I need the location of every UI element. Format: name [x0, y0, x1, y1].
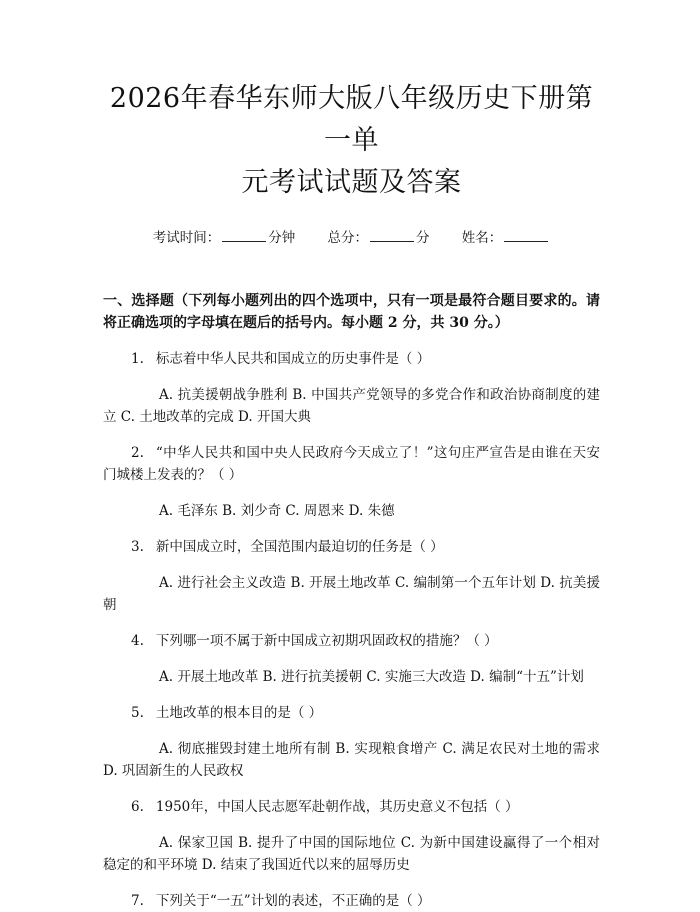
- section-header: 一、选择题（下列每小题列出的四个选项中，只有一项是最符合题目要求的。请将正确选项的字母填在题后的括号内。每小题 2 分，共 30 分。）: [103, 293, 600, 331]
- total-score-label: 总分：: [327, 230, 368, 246]
- question-6: [103, 796, 600, 818]
- question-2-options: A. 毛泽东 B. 刘少奇 C. 周恩来 D. 朱德: [159, 503, 395, 519]
- question-text: 下列哪一项不属于新中国成立初期巩固政权的措施？（ ）: [155, 633, 498, 649]
- question-number: 2.: [131, 445, 144, 461]
- exam-info: [103, 226, 600, 246]
- question-text: 标志着中华人民共和国成立的历史事件是（ ）: [155, 351, 431, 367]
- question-number: 3.: [131, 539, 144, 555]
- question-3: [103, 536, 600, 558]
- student-name-blank: [504, 229, 548, 242]
- total-score-blank: [370, 229, 414, 242]
- question-4-options: A. 开展土地改革 B. 进行抗美援朝 C. 实施三大改造 D. 编制“十五”计划: [159, 669, 584, 685]
- exam-title: [103, 78, 600, 204]
- total-score-field: [328, 226, 430, 246]
- exam-time-label: 考试时间：: [152, 230, 221, 246]
- question-number: 7.: [131, 893, 144, 909]
- question-4: [103, 630, 600, 652]
- question-text: 土地改革的根本目的是（ ）: [155, 705, 323, 721]
- question-number: 5.: [131, 705, 144, 721]
- question-1-options: A. 抗美援朝战争胜利 B. 中国共产党领导的多党合作和政治协商制度的建立 C. 土地改革的完成 D. 开国大典: [103, 387, 600, 425]
- question-text: 1950年，中国人民志愿军赴朝作战，其历史意义不包括（ ）: [155, 799, 519, 815]
- question-text: “中华人民共和国中央人民政府今天成立了！”这句庄严宣告是由谁在天安门城楼上发表的？（ ）: [103, 445, 600, 483]
- question-6-options: A. 保家卫国 B. 提升了中国的国际地位 C. 为新中国建设赢得了一个相对稳定的和平环境 D. 结束了我国近代以来的屈辱历史: [103, 835, 600, 873]
- question-number: 1.: [131, 351, 144, 367]
- exam-time-field: [153, 226, 296, 246]
- question-1: [103, 348, 600, 370]
- question-7: [103, 890, 600, 912]
- title-line-1: 2026年春华东师大版八年级历史下册第一单: [109, 83, 594, 156]
- question-number: 4.: [131, 633, 144, 649]
- exam-time-blank: [222, 229, 266, 242]
- student-name-field: [462, 226, 551, 246]
- question-text: 新中国成立时，全国范围内最迫切的任务是（ ）: [155, 539, 444, 555]
- question-text: 下列关于“一五”计划的表述，不正确的是（ ）: [155, 893, 431, 909]
- student-name-label: 姓名：: [461, 230, 503, 246]
- question-3-options: A. 进行社会主义改造 B. 开展土地改革 C. 编制第一个五年计划 D. 抗美援朝: [103, 575, 600, 613]
- question-5: [103, 702, 600, 724]
- question-5-options: A. 彻底摧毁封建土地所有制 B. 实现粮食增产 C. 满足农民对土地的需求 D. 巩固新生的人民政权: [103, 741, 600, 779]
- question-2: [103, 442, 600, 486]
- title-line-2: 元考试试题及答案: [241, 167, 462, 198]
- total-score-unit: 分: [416, 230, 430, 246]
- question-number: 6.: [131, 799, 144, 815]
- exam-time-unit: 分钟: [268, 230, 296, 246]
